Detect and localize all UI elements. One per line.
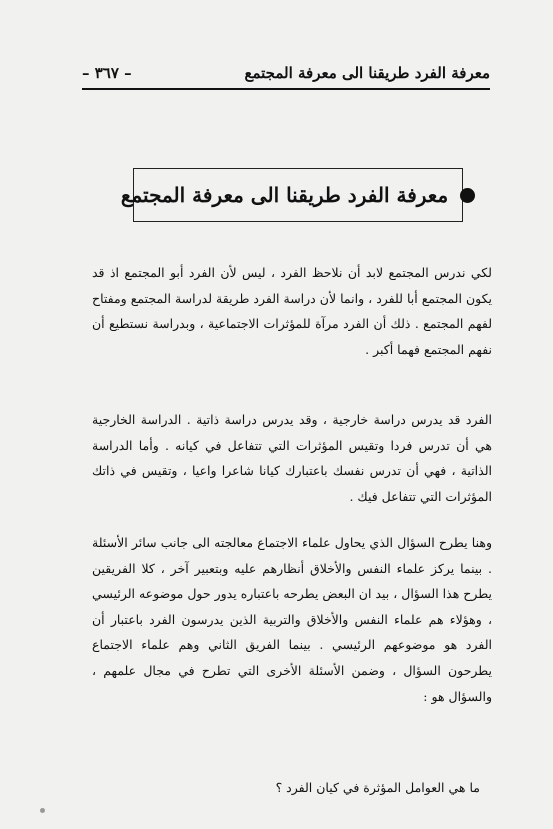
paragraph-1: لكي ندرس المجتمع لابد أن نلاحظ الفرد ، ليس لأن الفرد أبو المجتمع اذ قد يكون المجتمع أبا للفرد ، وانما لأن دراسة الفرد طريقة لدراسة المجتمع ومفتاح لفهم المجتمع . ذلك أن الفرد مرآة للمؤثرات الاجتماعية ، وبدراسة نستطيع أن نفهم المجتمع فهما أكبر .: [92, 265, 492, 357]
running-title: معرفة الفرد طريقنا الى معرفة المجتمع: [244, 64, 490, 82]
bullet-icon: [460, 188, 475, 203]
scan-speck: [40, 808, 45, 813]
header-rule: [82, 88, 490, 90]
paragraph-2: الفرد قد يدرس دراسة خارجية ، وقد يدرس دراسة ذاتية . الدراسة الخارجية هي أن تدرس فردا وتقيس المؤثرات التي تتفاعل في كيانه . وأما الدراسة الذاتية ، فهي أن تدرس نفسك باعتبارك كيانا شاعرا واعيا ، وتقيس في ذاتك المؤثرات التي تتفاعل فيك .: [92, 412, 492, 504]
section-title-box: [120, 168, 463, 222]
paragraph-3: وهنا يطرح السؤال الذي يحاول علماء الاجتماع معالجته الى جانب سائر الأسئلة . بينما يركز علماء النفس والأخلاق أنظارهم عليه وبتعبير آخر ، كلا الفريقين يطرح هذا السؤال ، بيد ان البعض يطرحه باعتباره يدور حول موضوعه الرئيسي ، وهؤلاء هم علماء النفس والأخلاق والتربية الذين يدرسون الفرد باعتبار أن الفرد هو موضوعهم الرئيسي . بينما الفريق الثاني وهم علماء الاجتماع يطرحون السؤال ، وضمن الأسئلة الأخرى التي تطرح في مجال علمهم ، والسؤال هو :: [92, 535, 492, 704]
section-title: معرفة الفرد طريقنا الى معرفة المجتمع: [120, 183, 449, 207]
running-header: [82, 60, 490, 88]
question-line: ما هي العوامل المؤثرة في كيان الفرد ؟: [275, 780, 480, 795]
page-number: – ٣٦٧ –: [82, 64, 132, 82]
